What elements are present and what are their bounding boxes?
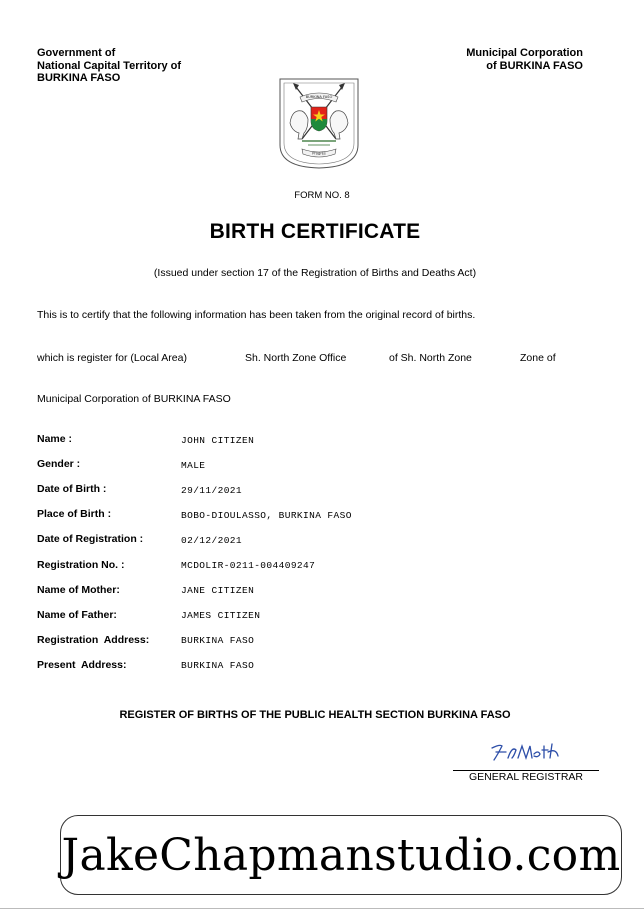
field-value-registration-no: MCDOLIR-0211-004409247 <box>181 560 316 571</box>
field-value-date-of-registration: 02/12/2021 <box>181 535 243 546</box>
header-right-line1: Municipal Corporation <box>466 47 583 59</box>
header-left-line3: BURKINA FASO <box>37 72 121 84</box>
header-left-line2: National Capital Territory of <box>37 59 182 72</box>
watermark-text: JakeChapmanstudio.com <box>61 829 621 881</box>
field-value-registration-address: BURKINA FASO <box>181 635 255 646</box>
local-area-office: Sh. North Zone Office <box>245 352 347 364</box>
field-value-name-of-mother: JANE CITIZEN <box>181 585 255 596</box>
register-footer: REGISTER OF BIRTHS OF THE PUBLIC HEALTH SECTION BURKINA FASO <box>119 709 511 721</box>
field-label-present-address: Present Address: <box>37 659 127 671</box>
field-label-registration-address: Registration Address: <box>37 634 150 646</box>
field-value-date-of-birth: 29/11/2021 <box>181 485 243 496</box>
field-label-date-of-birth: Date of Birth : <box>37 483 107 495</box>
field-value-present-address: BURKINA FASO <box>181 660 255 671</box>
registrar-title: GENERAL REGISTRAR <box>469 771 583 783</box>
emblem-motto-text: Progrès <box>312 151 326 156</box>
document-title: BIRTH CERTIFICATE <box>209 220 421 243</box>
field-label-name-of-father: Name of Father: <box>37 609 117 621</box>
page-bottom-rule <box>0 908 644 909</box>
issued-under-note: (Issued under section 17 of the Registration of Births and Deaths Act) <box>153 267 477 279</box>
coat-of-arms-icon <box>278 77 360 170</box>
field-label-gender: Gender : <box>37 458 81 470</box>
issuing-authority-left <box>37 47 181 85</box>
field-label-registration-no: Registration No. : <box>37 559 125 571</box>
field-value-name: JOHN CITIZEN <box>181 435 255 446</box>
certification-statement: This is to certify that the following information has been taken from the original record of births. <box>37 309 476 321</box>
field-value-gender: MALE <box>181 460 206 471</box>
registrar-signature <box>486 740 566 764</box>
local-area-label: which is register for (Local Area) <box>37 352 187 364</box>
form-number: FORM NO. 8 <box>294 190 350 201</box>
zone-of-label: Zone of <box>520 352 556 364</box>
municipal-corporation-line: Municipal Corporation of BURKINA FASO <box>37 393 231 405</box>
field-label-name-of-mother: Name of Mother: <box>37 584 120 596</box>
field-label-place-of-birth: Place of Birth : <box>37 508 112 520</box>
local-area-zone: of Sh. North Zone <box>389 352 472 364</box>
field-value-name-of-father: JAMES CITIZEN <box>181 610 261 621</box>
field-value-place-of-birth: BOBO-DIOULASSO, BURKINA FASO <box>181 510 352 521</box>
issuing-authority-right <box>466 47 583 72</box>
emblem-ribbon-text: BURKINA FASO <box>305 95 333 99</box>
header-right-line2: of BURKINA FASO <box>486 59 583 72</box>
watermark-banner <box>60 815 622 895</box>
field-label-name: Name : <box>37 433 73 445</box>
header-left-line1: Government of <box>37 47 116 59</box>
field-label-date-of-registration: Date of Registration : <box>37 533 144 545</box>
